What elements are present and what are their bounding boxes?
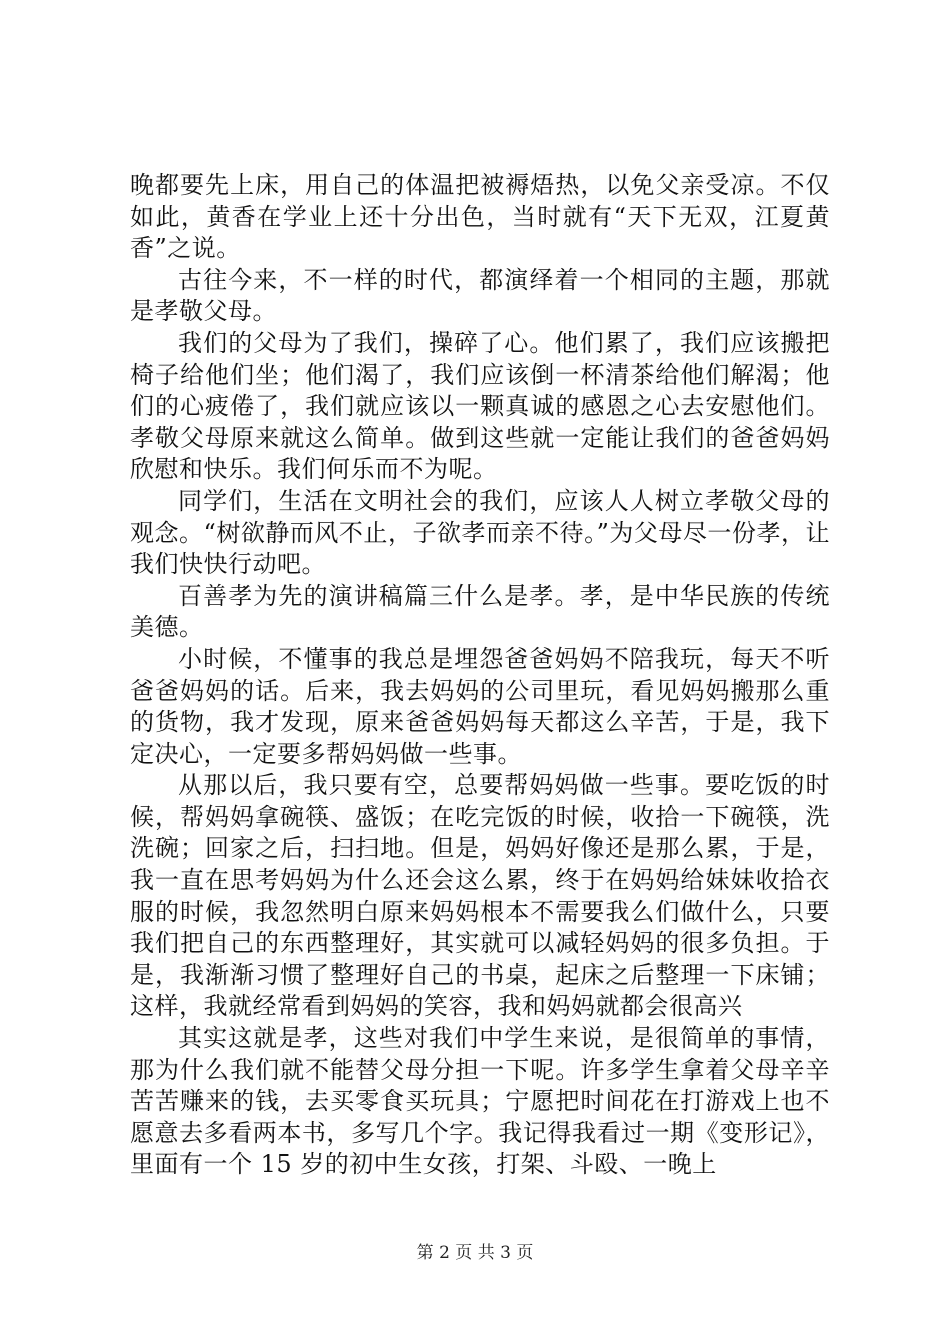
paragraph-7: 从那以后，我只要有空，总要帮妈妈做一些事。要吃饭的时候，帮妈妈拿碗筷、盛饭；在吃完饭的时候，收拾一下碗筷，洗洗碗；回家之后，扫扫地。但是，妈妈好像还是那么累，于是，我一直在思考妈妈为什么还会这么累，终于在妈妈给妹妹收拾衣服的时候，我忽然明白原来妈妈根本不需要我么们做什么，只要我们把自己的东西整理好，其实就可以减轻妈妈的很多负担。于是，我渐渐习惯了整理好自己的书桌，起床之后整理一下床铺；这样，我就经常看到妈妈的笑容，我和妈妈就都会很高兴 (130, 771, 830, 1021)
paragraph-2: 古往今来，不一样的时代，都演绎着一个相同的主题，那就是孝敬父母。 (130, 265, 830, 326)
paragraph-1: 晚都要先上床，用自己的体温把被褥焐热，以免父亲受凉。不仅如此，黄香在学业上还十分出色，当时就有“天下无双，江夏黄香”之说。 (130, 171, 830, 263)
document-body (130, 170, 830, 1181)
paragraph-5: 百善孝为先的演讲稿篇三什么是孝。孝，是中华民族的传统美德。 (130, 581, 830, 642)
paragraph-6: 小时候，不懂事的我总是埋怨爸爸妈妈不陪我玩，每天不听爸爸妈妈的话。后来，我去妈妈的公司里玩，看见妈妈搬那么重的货物，我才发现，原来爸爸妈妈每天都这么辛苦，于是，我下定决心，一定要多帮妈妈做一些事。 (130, 644, 830, 768)
paragraph-3: 我们的父母为了我们，操碎了心。他们累了，我们应该搬把椅子给他们坐；他们渴了，我们应该倒一杯清茶给他们解渴；他们的心疲倦了，我们就应该以一颗真诚的感恩之心去安慰他们。孝敬父母原来就这么简单。做到这些就一定能让我们的爸爸妈妈欣慰和快乐。我们何乐而不为呢。 (130, 328, 830, 484)
page-footer: 第 2 页 共 3 页 (416, 1243, 534, 1263)
paragraph-4: 同学们，生活在文明社会的我们，应该人人树立孝敬父母的观念。“树欲静而风不止，子欲孝而亲不待。”为父母尽一份孝，让我们快快行动吧。 (130, 486, 830, 579)
paragraph-8: 其实这就是孝，这些对我们中学生来说，是很简单的事情，那为什么我们就不能替父母分担一下呢。许多学生拿着父母辛辛苦苦赚来的钱，去买零食买玩具；宁愿把时间花在打游戏上也不愿意去多看两本书，多写几个字。我记得我看过一期《变形记》，里面有一个 15 岁的初中生女孩，打架、斗殴、一晚上 (130, 1024, 830, 1179)
